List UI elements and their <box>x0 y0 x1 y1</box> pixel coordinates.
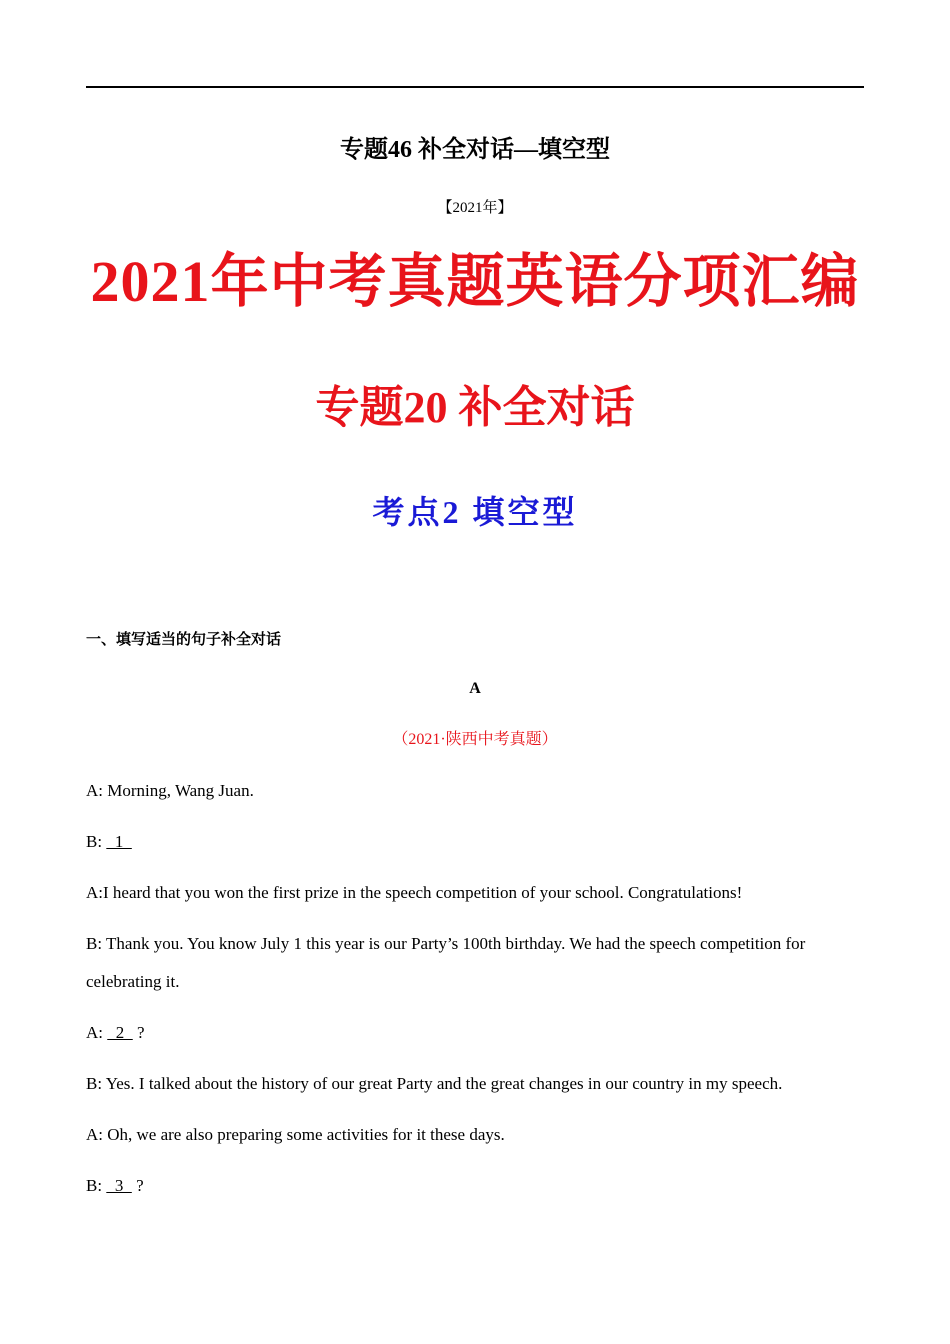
speaker-label: B: <box>86 1074 106 1093</box>
answer-blank: 3 <box>106 1176 132 1195</box>
dialogue-line <box>86 1014 864 1052</box>
source-note: （2021·陕西中考真题） <box>392 731 558 748</box>
passage-letter: A <box>469 680 481 697</box>
sub-title: 专题20 补全对话 <box>315 383 635 432</box>
speaker-label: A: <box>86 781 108 800</box>
answer-blank: 2 <box>107 1023 133 1042</box>
main-title: 2021年中考真题英语分项汇编 <box>90 249 860 314</box>
speaker-label: B: <box>86 1176 107 1195</box>
line-text: Thank you. You know July 1 this year is our Party’s 100th birthday. We had the speech competition for celebrating it. <box>86 934 806 991</box>
line-text: Morning, Wang Juan. <box>107 781 254 800</box>
dialogue-line <box>86 1065 864 1103</box>
header-rule <box>86 86 864 88</box>
line-text: Oh, we are also preparing some activities for it these days. <box>107 1125 505 1144</box>
line-text: Yes. I talked about the history of our great Party and the great changes in our country in my speech. <box>105 1074 783 1093</box>
point-title: 考点2 填空型 <box>372 494 578 530</box>
year-tag: 【2021年】 <box>437 200 513 216</box>
dialogue-line <box>86 772 864 810</box>
speaker-label: A: <box>86 883 103 902</box>
line-text: I heard that you won the first prize in the speech competition of your school. Congratulations! <box>103 883 743 902</box>
dialogue-line <box>86 925 806 1001</box>
dialogue-line <box>86 823 864 861</box>
speaker-label: B: <box>86 934 107 953</box>
topic-title: 专题46 补全对话—填空型 <box>340 137 610 163</box>
dialogue-line <box>86 1116 864 1154</box>
speaker-label: A: <box>86 1023 108 1042</box>
line-punct: ? <box>137 1023 145 1042</box>
section-heading: 一、填写适当的句子补全对话 <box>86 630 282 648</box>
speaker-label: B: <box>86 832 107 851</box>
dialogue-line <box>86 874 864 912</box>
dialogue-line <box>86 1167 864 1205</box>
line-punct: ? <box>136 1176 144 1195</box>
answer-blank: 1 <box>106 832 132 851</box>
speaker-label: A: <box>86 1125 108 1144</box>
